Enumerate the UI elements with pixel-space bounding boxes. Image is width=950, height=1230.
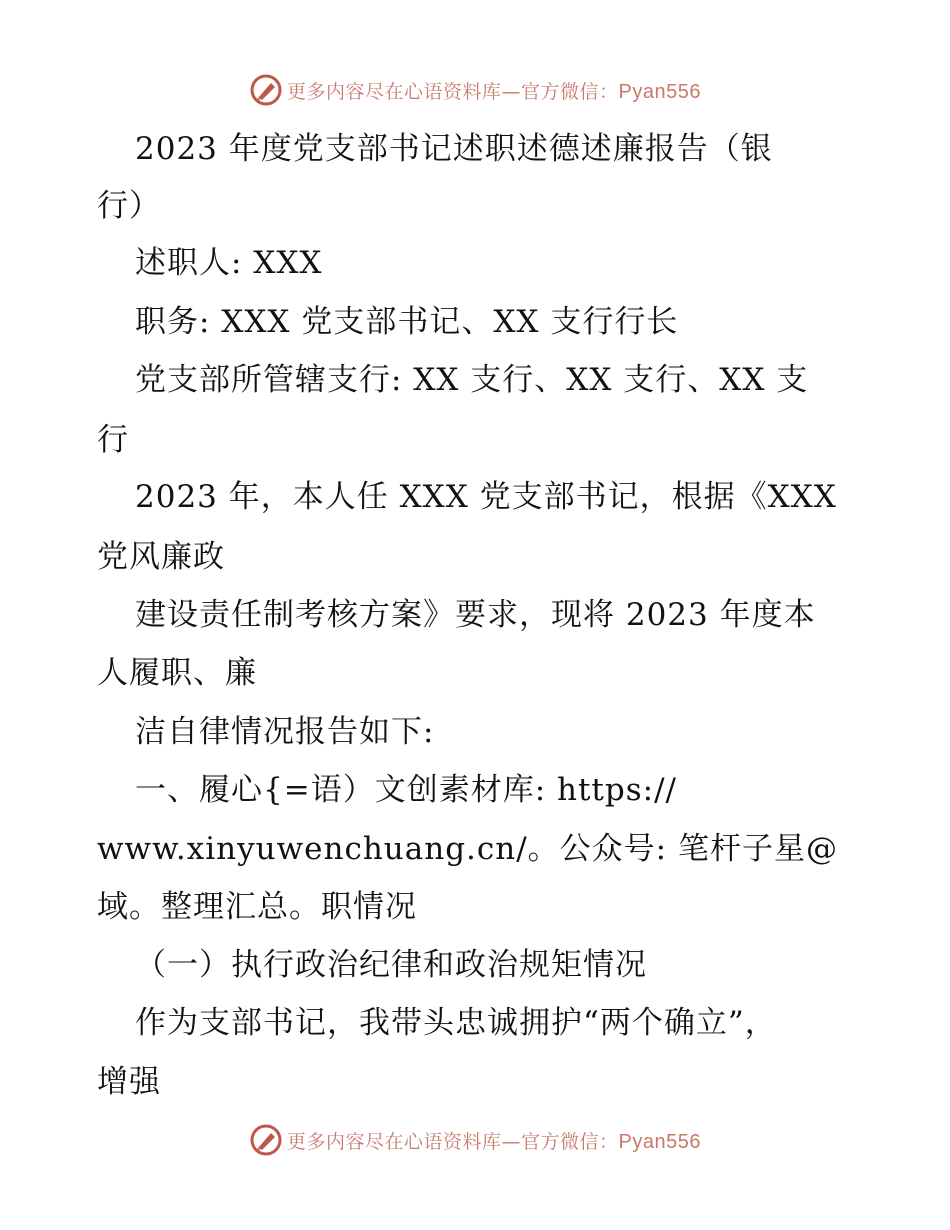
body-line-2: 增强 (97, 1064, 161, 1100)
section-heading-line-3: 域。整理汇总。职情况 (97, 889, 417, 925)
section-heading-line-2: www.xinyuwenchuang.cn/。公众号: 笔杆子星@ (97, 831, 838, 867)
watermark-separator: — (501, 80, 522, 103)
branches-line-2: 行 (97, 422, 129, 458)
paragraph-line-5: 洁自律情况报告如下: (135, 714, 435, 750)
title-line-2: 行） (97, 188, 161, 224)
watermark-label: 官方微信： (521, 1130, 619, 1153)
paragraph-line-2: 党风廉政 (97, 539, 225, 575)
watermark-title: 更多内容尽在心语资料库 (287, 80, 502, 103)
watermark-title: 更多内容尽在心语资料库 (287, 1130, 502, 1153)
paragraph-line-1: 2023 年，本人任 XXX 党支部书记，根据《XXX (135, 479, 837, 515)
subsection-heading: （一）执行政治纪律和政治规矩情况 (135, 947, 647, 983)
branches-line-1: 党支部所管辖支行: XX 支行、XX 支行、XX 支 (135, 362, 809, 398)
watermark-separator: — (501, 1130, 522, 1153)
title-line-1: 2023 年度党支部书记述职述德述廉报告（银 (135, 131, 773, 167)
watermark-footer (0, 1120, 950, 1160)
paragraph-line-3: 建设责任制考核方案》要求，现将 2023 年度本 (135, 597, 816, 633)
pen-logo-icon (249, 1123, 283, 1157)
watermark-account: Pyan556 (618, 1130, 701, 1153)
watermark-account: Pyan556 (618, 80, 701, 103)
watermark-text (287, 77, 701, 104)
watermark-header (0, 70, 950, 110)
position-line: 职务: XXX 党支部书记、XX 支行行长 (135, 304, 679, 340)
reporter-line: 述职人: XXX (135, 245, 323, 281)
section-heading-line-1: 一、履心{=语）文创素材库: https:// (135, 772, 677, 808)
watermark-label: 官方微信： (521, 80, 619, 103)
body-line-1: 作为支部书记，我带头忠诚拥护“两个确立”， (135, 1005, 777, 1041)
pen-logo-icon (249, 73, 283, 107)
paragraph-line-4: 人履职、廉 (97, 655, 257, 691)
watermark-text (287, 1127, 701, 1154)
